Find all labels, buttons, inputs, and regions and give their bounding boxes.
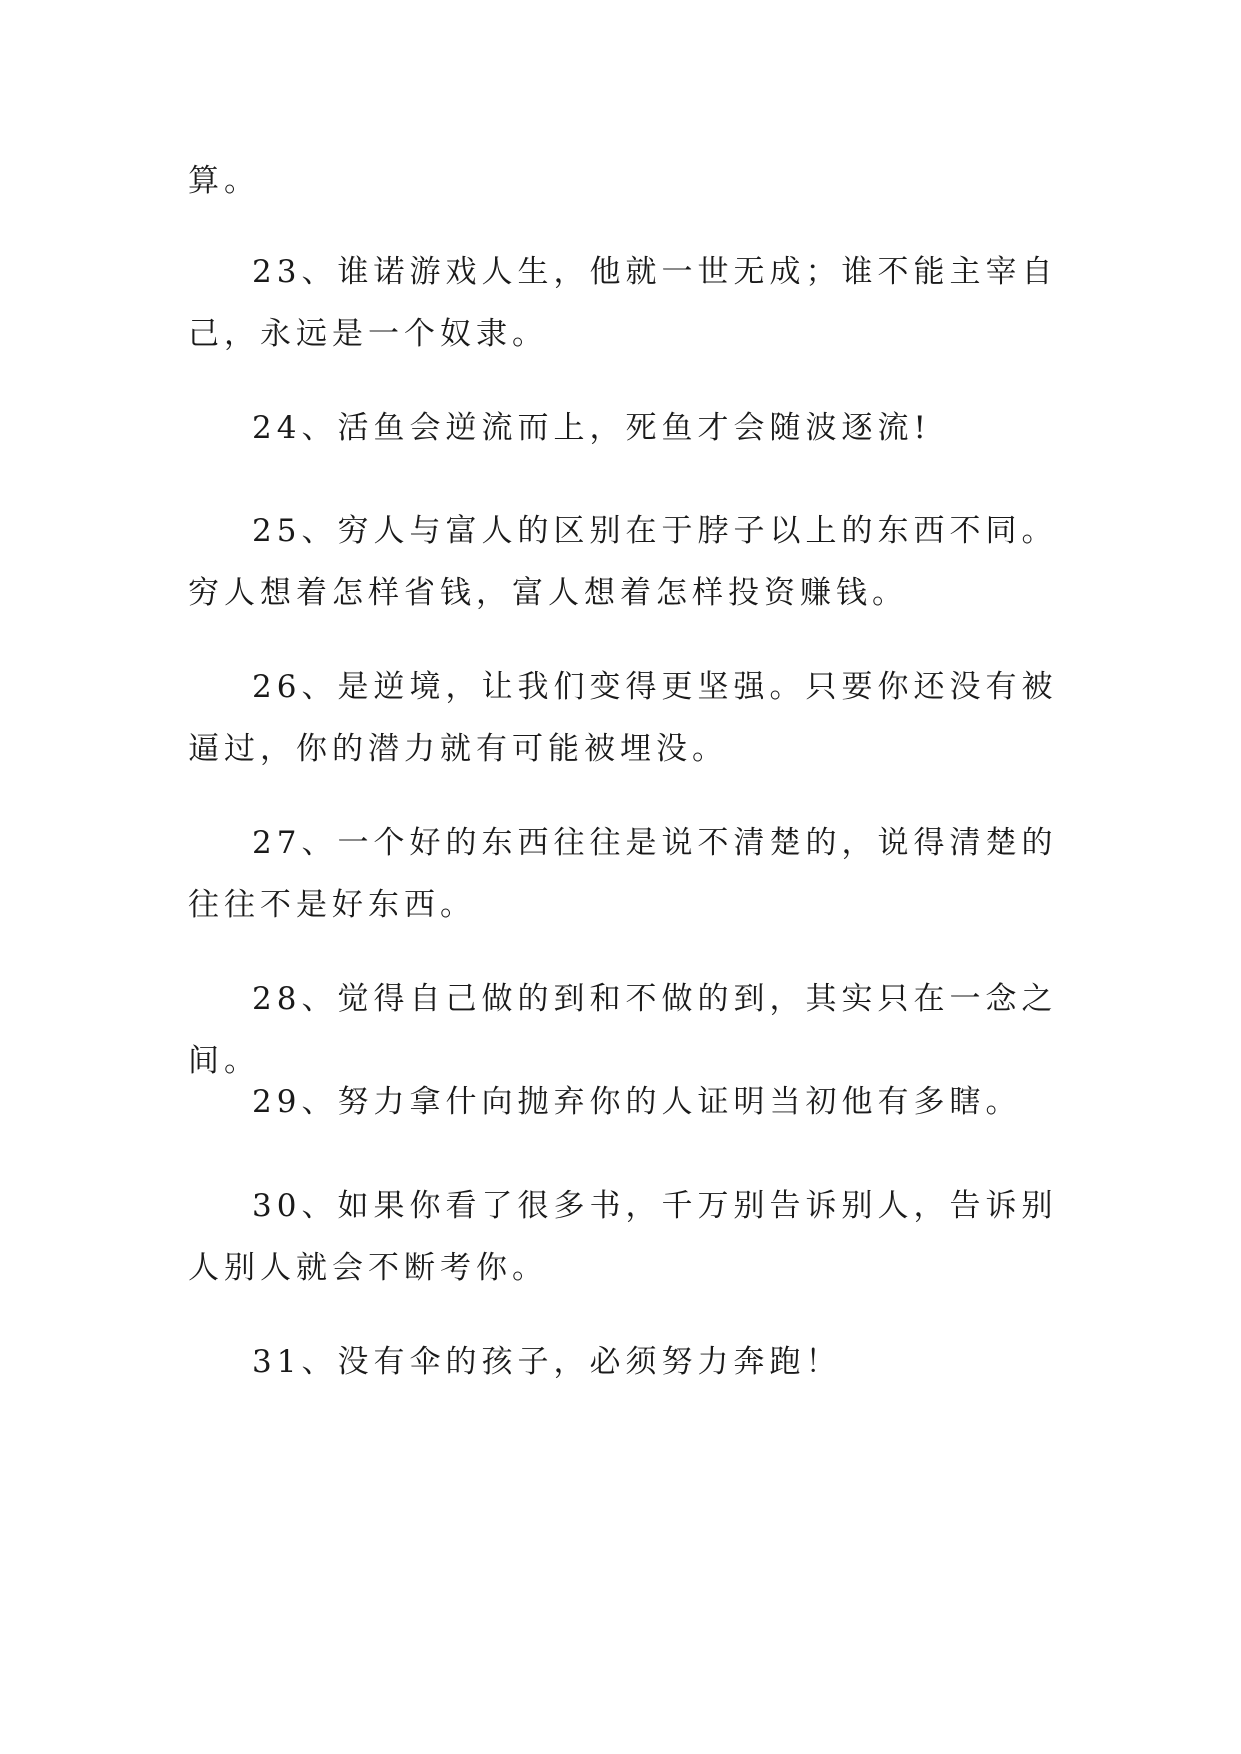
paragraph-22-tail: 算。 (188, 163, 260, 199)
paragraph-26: 26、是逆境，让我们变得更坚强。只要你还没有被逼过，你的潜力就有可能被埋没。 (188, 669, 1058, 767)
paragraph-27: 27、一个好的东西往往是说不清楚的，说得清楚的往往不是好东西。 (188, 825, 1058, 923)
paragraph-25: 25、穷人与富人的区别在于脖子以上的东西不同。穷人想着怎样省钱，富人想着怎样投资赚钱。 (188, 513, 1058, 611)
paragraph-28: 28、觉得自己做的到和不做的到，其实只在一念之间。 (188, 981, 1058, 1079)
paragraph-24: 24、活鱼会逆流而上，死鱼才会随波逐流! (252, 410, 931, 446)
paragraph-31: 31、没有伞的孩子，必须努力奔跑！ (252, 1344, 842, 1380)
paragraph-29: 29、努力拿什向抛弃你的人证明当初他有多瞎。 (252, 1084, 1022, 1120)
paragraph-30: 30、如果你看了很多书，千万别告诉别人，告诉别人别人就会不断考你。 (188, 1188, 1058, 1286)
paragraph-23: 23、谁诺游戏人生，他就一世无成；谁不能主宰自己，永远是一个奴隶。 (188, 254, 1058, 352)
